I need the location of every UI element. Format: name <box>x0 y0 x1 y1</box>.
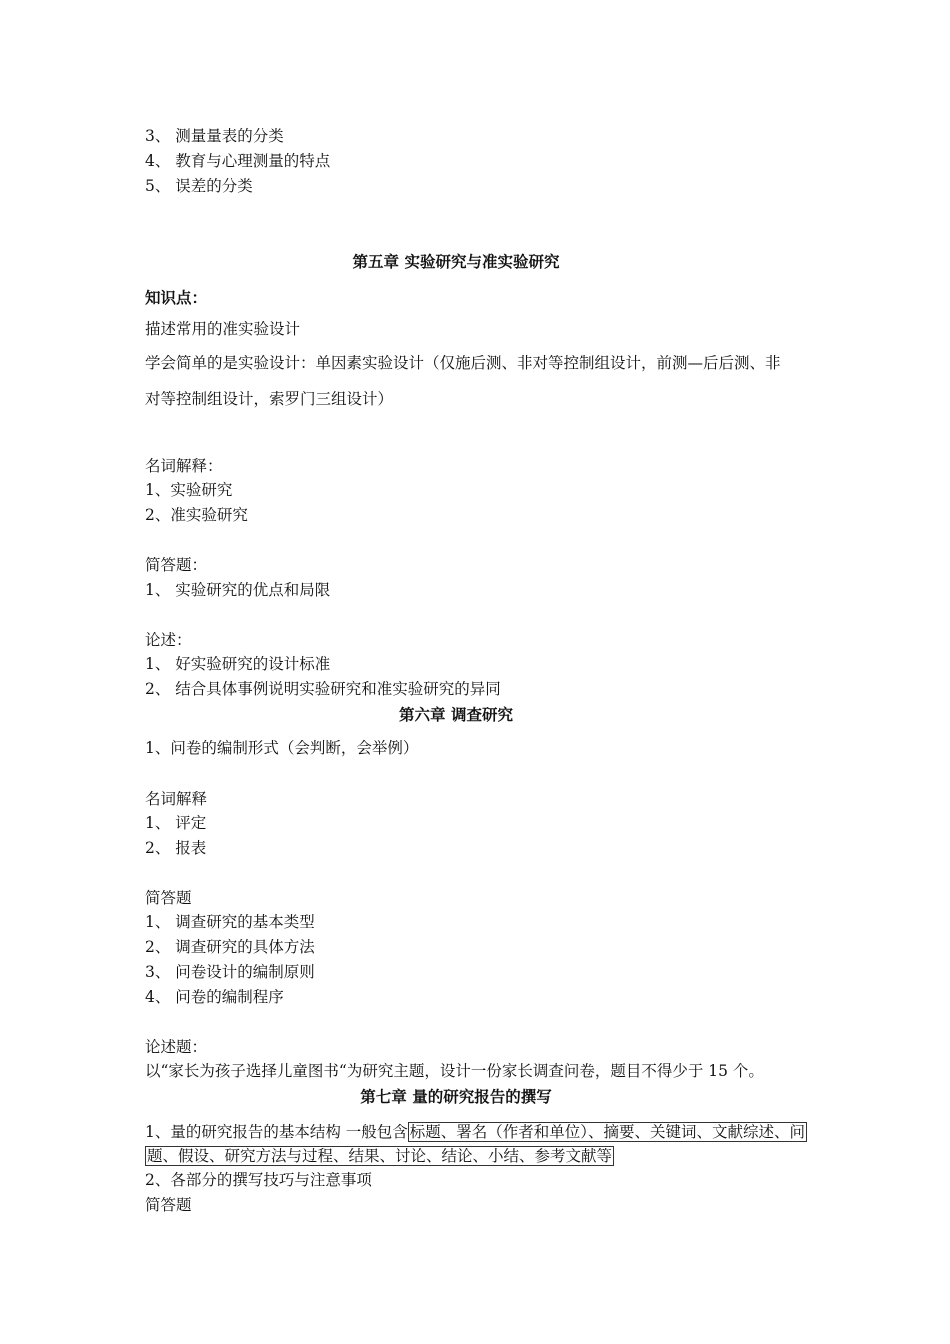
chapter-7-title: 第七章 量的研究报告的撰写 <box>360 1088 552 1106</box>
list-item: 2、 调查研究的具体方法 <box>145 938 315 956</box>
boxed-text: 标题、署名（作者和单位）、摘要、关键词、文献综述、问 <box>409 1123 806 1141</box>
list-item: 2、各部分的撰写技巧与注意事项 <box>145 1171 372 1189</box>
boxed-text: 题、假设、研究方法与过程、结果、讨论、结论、小结、参考文献等 <box>147 1147 613 1165</box>
essay-text: 以“家长为孩子选择儿童图书“为研究主题，设计一份家长调查问卷，题目不得少于 15 个。 <box>145 1062 764 1080</box>
list-item: 1、实验研究 <box>145 481 233 499</box>
list-item: 1、 调查研究的基本类型 <box>145 913 315 931</box>
short-answer-label: 简答题： <box>145 556 208 574</box>
short-answer-label: 简答题 <box>145 889 192 907</box>
list-item: 2、准实验研究 <box>145 506 248 524</box>
list-item: 1、 实验研究的优点和局限 <box>145 581 331 599</box>
knowledge-item: 描述常用的准实验设计 <box>145 320 301 338</box>
essay-label: 论述： <box>145 631 192 649</box>
knowledge-item: 学会简单的是实验设计：单因素实验设计（仅施后测、非对等控制组设计，前测—后后测、非 <box>145 354 781 372</box>
list-item: 1、 评定 <box>145 814 207 832</box>
knowledge-label: 知识点： <box>145 289 208 307</box>
list-item: 2、 报表 <box>145 839 207 857</box>
report-structure-item <box>145 1121 807 1143</box>
terms-label: 名词解释 <box>145 790 208 808</box>
list-item: 3、 问卷设计的编制原则 <box>145 963 315 981</box>
knowledge-item-continued: 对等控制组设计，索罗门三组设计） <box>145 390 394 408</box>
chapter-5-title: 第五章 实验研究与准实验研究 <box>352 253 560 271</box>
list-item: 4、 教育与心理测量的特点 <box>145 152 331 170</box>
list-item: 3、 测量量表的分类 <box>145 127 284 145</box>
list-item: 1、问卷的编制形式（会判断，会举例） <box>145 739 419 757</box>
terms-label: 名词解释： <box>145 457 223 475</box>
report-structure-continued <box>145 1145 614 1167</box>
short-answer-label: 简答题 <box>145 1196 192 1214</box>
list-item: 1、 好实验研究的设计标准 <box>145 655 331 673</box>
essay-label: 论述题： <box>145 1038 208 1056</box>
list-item: 5、 误差的分类 <box>145 177 253 195</box>
chapter-6-title: 第六章 调查研究 <box>399 706 513 724</box>
list-item: 2、 结合具体事例说明实验研究和准实验研究的异同 <box>145 680 501 698</box>
list-item: 4、 问卷的编制程序 <box>145 988 284 1006</box>
report-structure-prefix: 1、量的研究报告的基本结构 一般包含 <box>145 1123 408 1141</box>
